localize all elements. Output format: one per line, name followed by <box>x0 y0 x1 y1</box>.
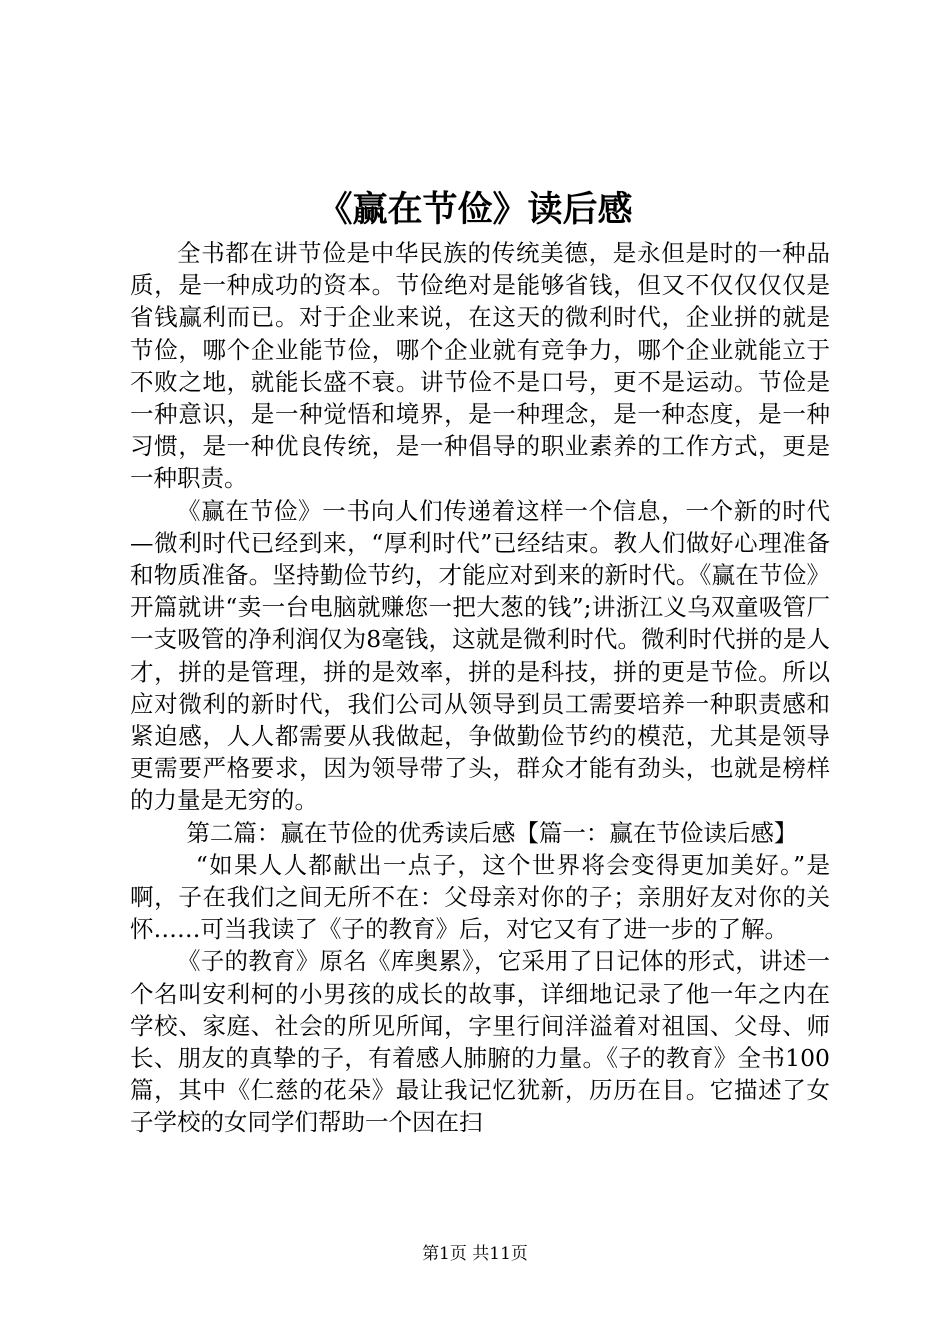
paragraph-2: 《赢在节俭》一书向人们传递着这样一个信息，一个新的时代—微利时代已经到来，“厚利时代”已经结束。教人们做好心理准备和物质准备。坚持勤俭节约，才能应对到来的新时代。《赢在节俭》开篇就讲“卖一台电脑就赚您一把大葱的钱”;讲浙江义乌双童吸管厂一支吸管的净利润仅为8毫钱，这就是微利时代。微利时代拼的是人才，拼的是管理，拼的是效率，拼的是科技，拼的更是节俭。所以应对微利的新时代，我们公司从领导到员工需要培养一种职责感和紧迫感，人人都需要从我做起，争做勤俭节约的模范，尤其是领导更需要严格要求，因为领导带了头，群众才能有劲头，也就是榜样的力量是无穷的。 <box>130 496 830 815</box>
page-footer: 第1页 共11页 <box>422 1244 528 1264</box>
section-heading: 第二篇：赢在节俭的优秀读后感【篇一：赢在节俭读后感】 <box>186 818 798 847</box>
paragraph-3: “如果人人都献出一点子，这个世界将会变得更加美好。”是啊，子在我们之间无所不在：父母亲对你的子；亲朋好友对你的关怀……可当我读了《子的教育》后，对它又有了进一步的了解。 <box>130 850 830 944</box>
document-title: 《赢在节俭》读后感 <box>317 189 633 230</box>
paragraph-1: 全书都在讲节俭是中华民族的传统美德，是永但是时的一种品质，是一种成功的资本。节俭绝对是能够省钱，但又不仅仅仅仅是省钱赢利而已。对于企业来说，在这天的微利时代，企业拼的就是节俭，哪个企业能节俭，哪个企业就有竞争力，哪个企业就能立于不败之地，就能长盛不衰。讲节俭不是口号，更不是运动。节俭是一种意识，是一种觉悟和境界，是一种理念，是一种态度，是一种习惯，是一种优良传统，是一种倡导的职业素养的工作方式，更是一种职责。 <box>130 239 830 493</box>
paragraph-4: 《子的教育》原名《库奥累》，它采用了日记体的形式，讲述一个名叫安利柯的小男孩的成长的故事，详细地记录了他一年之内在学校、家庭、社会的所见所闻，字里行间洋溢着对祖国、父母、师长、朋友的真挚的子，有着感人肺腑的力量。《子的教育》全书100篇，其中《仁慈的花朵》最让我记忆犹新，历历在目。它描述了女子学校的女同学们帮助一个因在扫 <box>130 947 830 1137</box>
document-body <box>130 237 830 1139</box>
